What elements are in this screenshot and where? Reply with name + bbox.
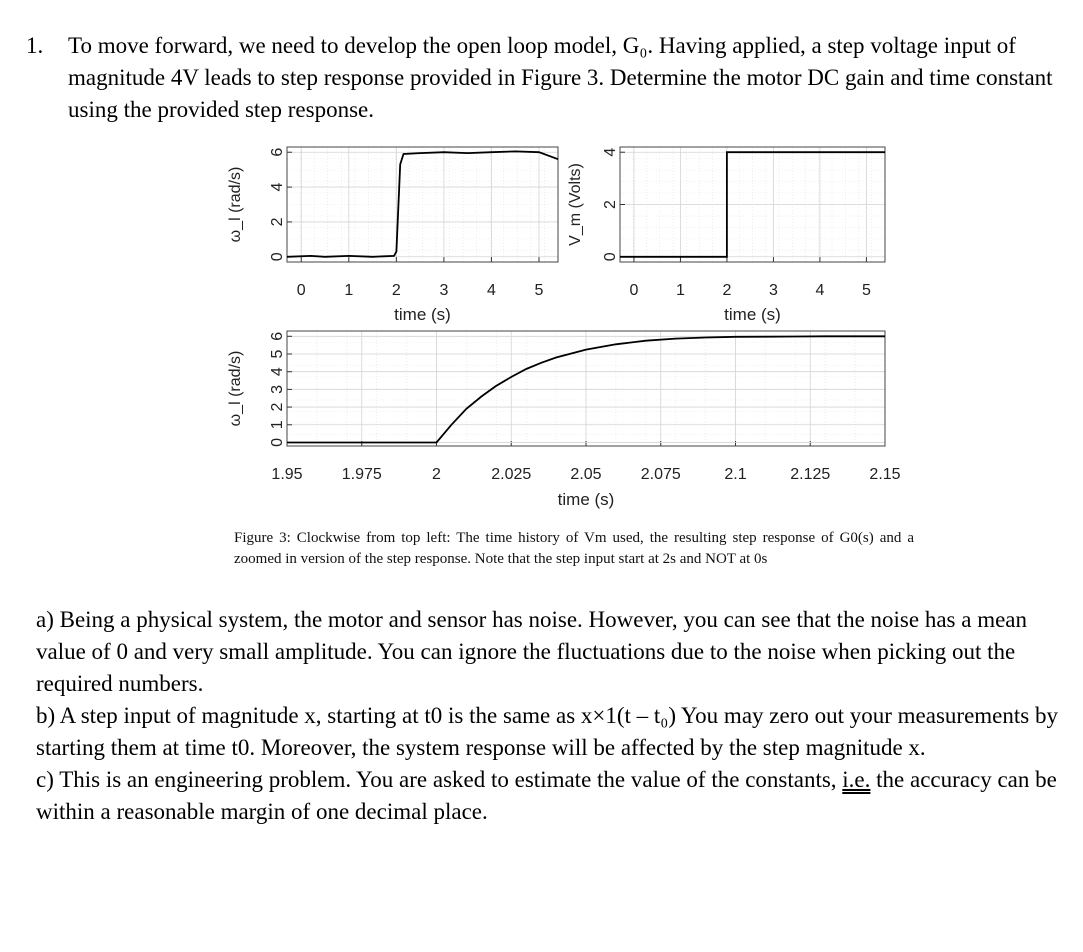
y-axis-label: ω_l (rad/s) xyxy=(227,166,244,243)
figure-caption: Figure 3: Clockwise from top left: The time history of Vm used, the resulting step response of G0(s) and a zoomed in version of the step response. Note that the step input start at 2s and NOT at 0s xyxy=(234,530,914,567)
chart-panel-2 xyxy=(567,147,885,324)
x-tick-label: 5 xyxy=(861,282,871,299)
x-tick-label: 0 xyxy=(296,282,306,299)
y-tick-label: 4 xyxy=(269,182,286,192)
y-tick-label: 0 xyxy=(269,252,286,262)
x-tick-label: 2.025 xyxy=(491,466,532,483)
x-tick-label: 2.125 xyxy=(790,466,831,483)
x-tick-label: 1.95 xyxy=(271,466,303,483)
y-tick-label: 0 xyxy=(602,252,619,262)
chart-panel-3 xyxy=(227,331,901,509)
x-tick-label: 1 xyxy=(675,282,685,299)
x-tick-label: 3 xyxy=(439,282,449,299)
y-tick-label: 1 xyxy=(269,420,286,430)
x-tick-label: 1.975 xyxy=(341,466,382,483)
x-tick-label: 3 xyxy=(768,282,778,299)
x-axis-label: time (s) xyxy=(724,305,781,324)
x-tick-label: 0 xyxy=(629,282,639,299)
x-tick-label: 2.1 xyxy=(724,466,747,483)
x-tick-label: 2 xyxy=(432,466,441,483)
note-b: b) A step input of magnitude x, starting at t0 is the same as x×1(t – t₀) You may zero out your measurements by starting them at time t0. Moreover, the system response will be affected by the step magnitude x. xyxy=(36,703,1058,760)
y-tick-label: 2 xyxy=(602,200,619,209)
note-c-ie: i.e. xyxy=(842,767,871,792)
x-tick-label: 4 xyxy=(486,282,496,299)
y-tick-label: 6 xyxy=(269,147,286,157)
x-tick-label: 4 xyxy=(815,282,825,299)
y-tick-label: 5 xyxy=(269,349,286,359)
y-tick-label: 2 xyxy=(269,402,286,412)
note-c-start: c) This is an engineering problem. You are asked to estimate the value of the constants, xyxy=(36,767,843,792)
note-c xyxy=(36,764,1066,828)
question-number: 1. xyxy=(26,33,44,58)
x-tick-label: 2.15 xyxy=(869,466,901,483)
y-tick-label: 2 xyxy=(269,217,286,227)
x-tick-label: 2.075 xyxy=(640,466,681,483)
y-tick-label: 3 xyxy=(269,384,286,394)
y-tick-label: 6 xyxy=(269,331,286,341)
x-tick-label: 2.05 xyxy=(570,466,602,483)
y-axis-label: ω_l (rad/s) xyxy=(227,350,244,427)
x-axis-label: time (s) xyxy=(557,490,615,509)
y-axis-label: V_m (Volts) xyxy=(567,163,584,246)
x-axis-label: time (s) xyxy=(394,305,451,324)
x-tick-label: 2 xyxy=(391,282,401,299)
y-tick-label: 4 xyxy=(269,367,286,377)
chart-panel-1 xyxy=(227,147,558,324)
x-tick-label: 2 xyxy=(722,282,732,299)
note-c-end: the accuracy can be within a reasonable margin of one decimal place. xyxy=(36,767,1057,824)
y-tick-label: 4 xyxy=(602,147,619,157)
x-tick-label: 1 xyxy=(344,282,354,299)
note-a: a) Being a physical system, the motor and sensor has noise. However, you can see that the noise has a mean value of 0 and very small amplitude. You can ignore the fluctuations due to the noise when picking out the required numbers. xyxy=(36,607,1027,696)
notes-block xyxy=(36,604,1066,828)
x-tick-label: 5 xyxy=(534,282,544,299)
question-text: To move forward, we need to develop the open loop model, G₀. Having applied, a step voltage input of magnitude 4V leads to step response provided in Figure 3. Determine the motor DC gain and time constant using the provided step response. xyxy=(68,33,1053,122)
y-tick-label: 0 xyxy=(269,438,286,447)
